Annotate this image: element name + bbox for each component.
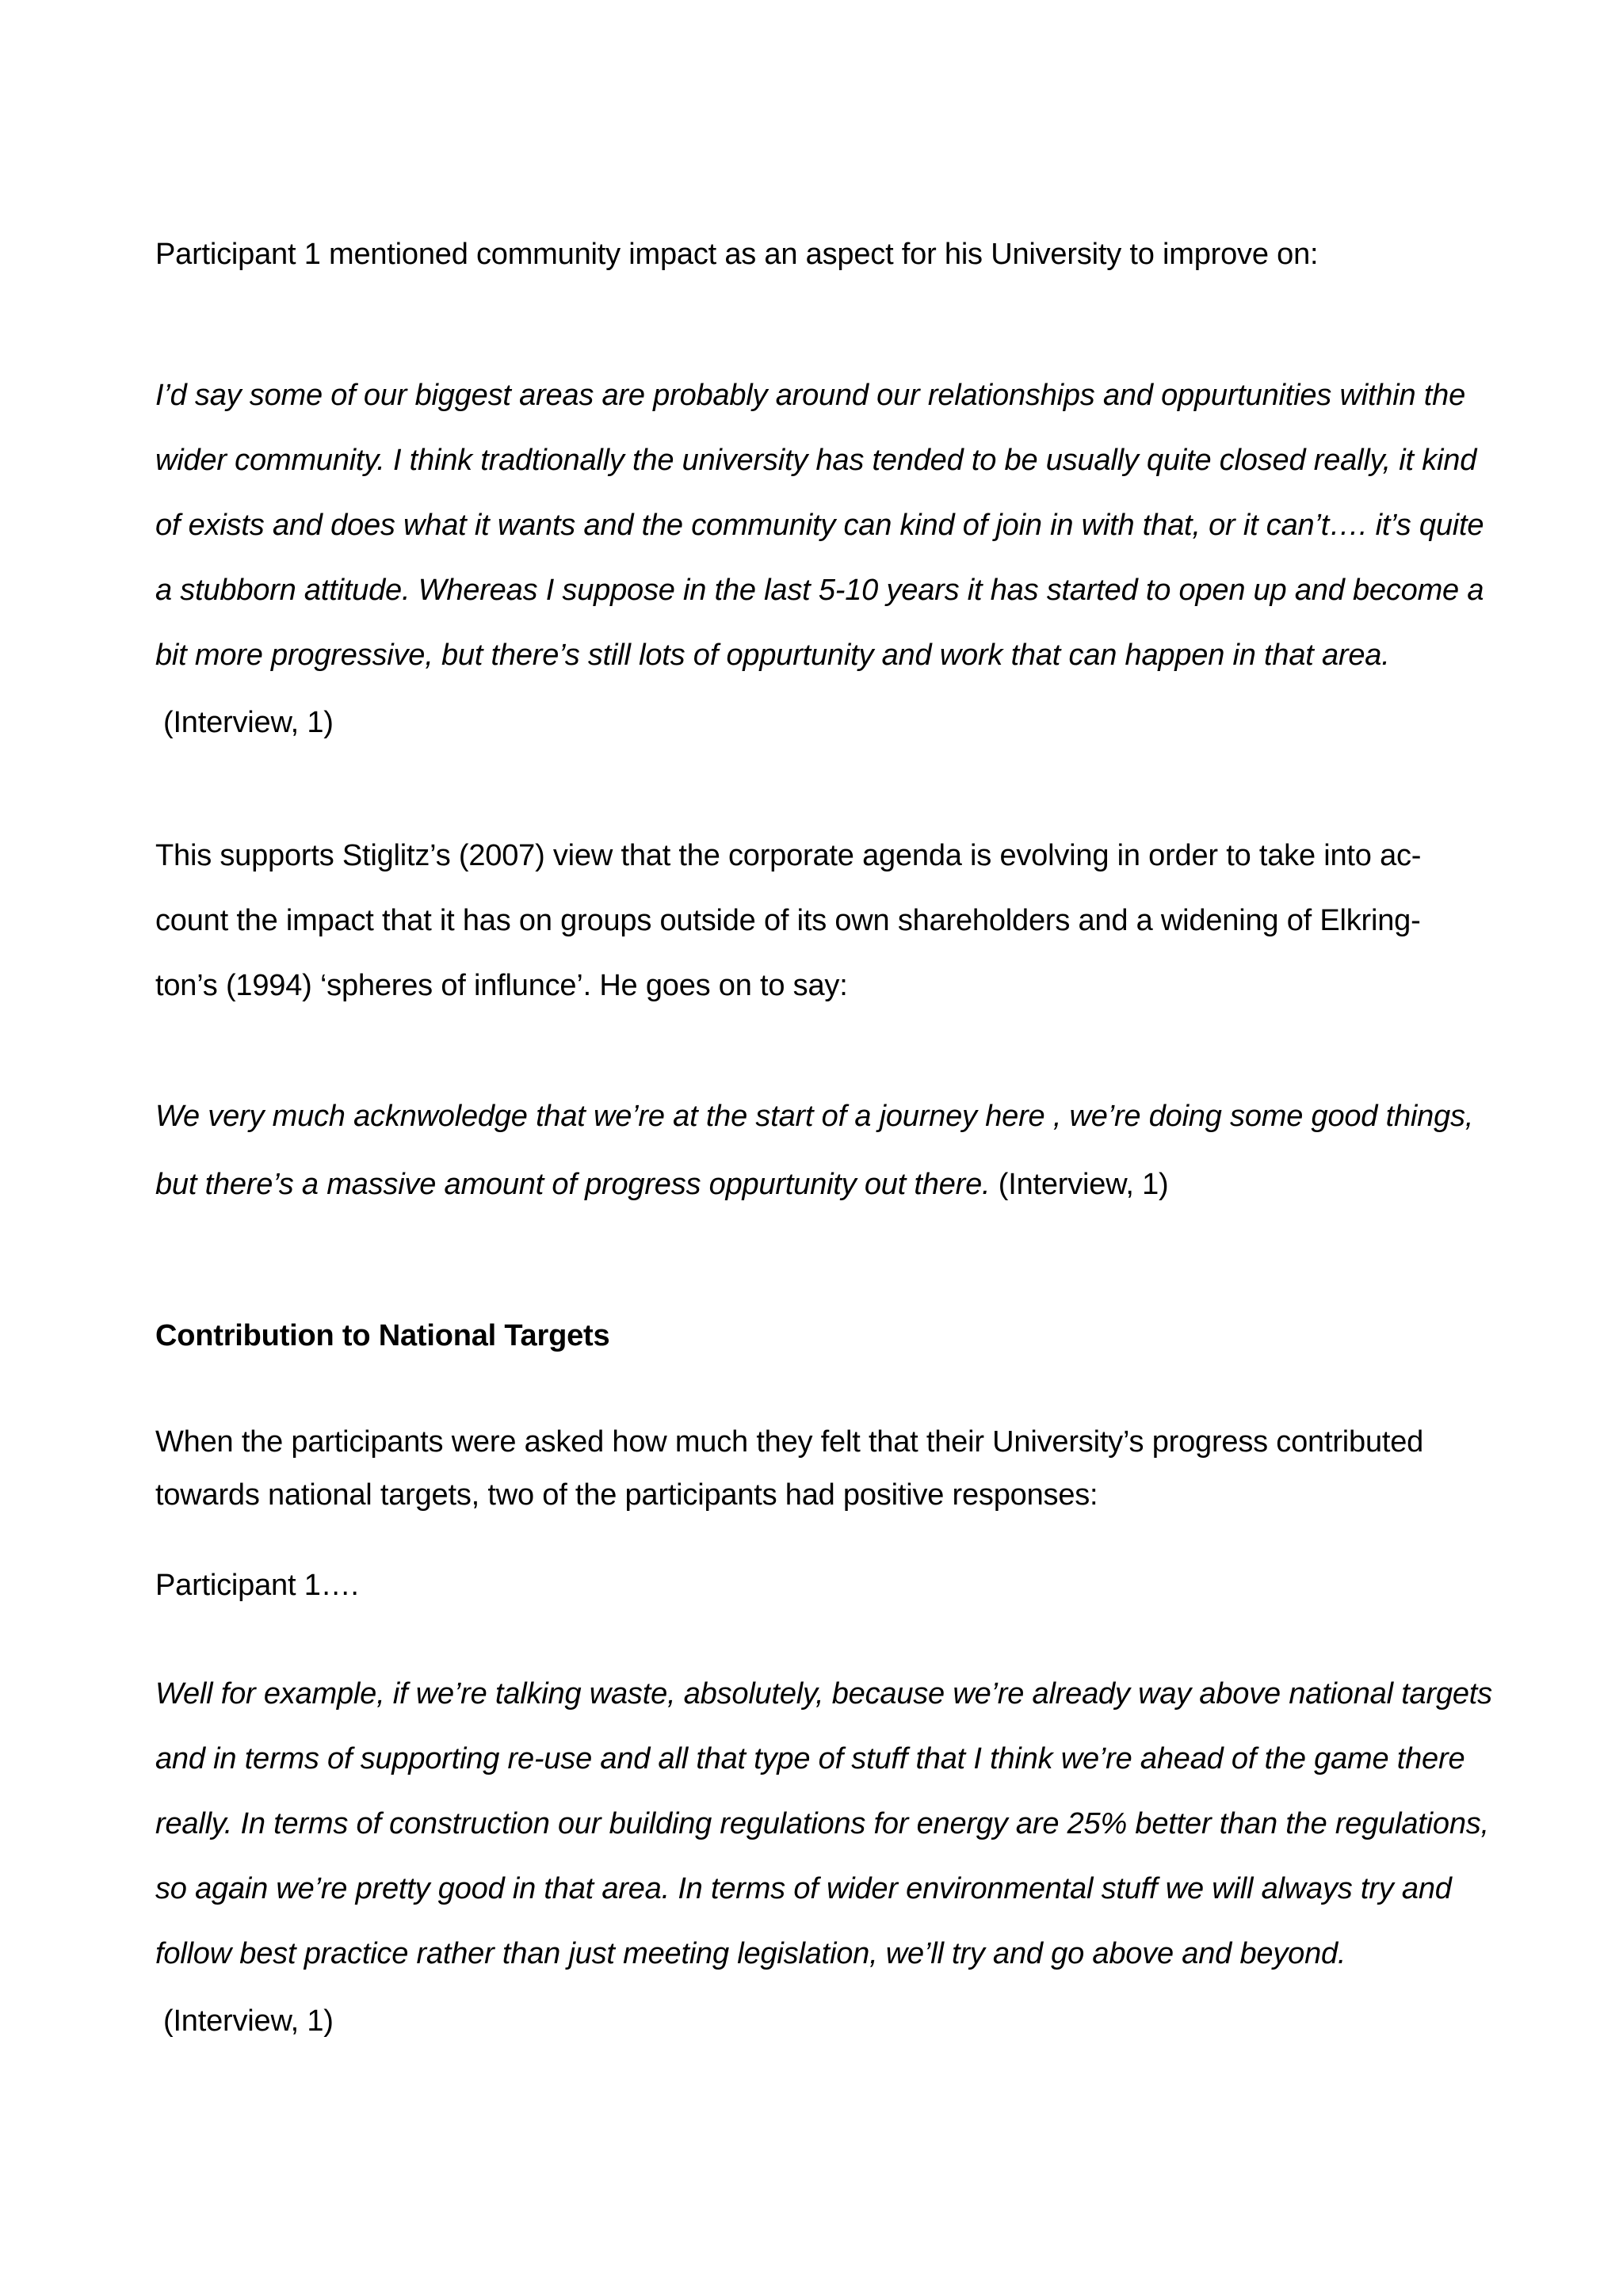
quote-text: but there’s a massive amount of progress oppurtunity out there. [155,1168,991,1201]
quote-line [155,1166,1168,1203]
quote-line: We very much acknwoledge that we’re at the start of a journey here , we’re doing some good things, [155,1100,1474,1133]
intro-paragraph: Participant 1 mentioned community impact as an aspect for his University to improve on: [155,238,1319,271]
quote-citation: (Interview, 1) [163,706,334,739]
section-heading: Contribution to National Targets [155,1319,610,1352]
quote-line: a stubborn attitude. Whereas I suppose in the last 5-10 years it has started to open up and become a [155,574,1484,607]
quote-line: really. In terms of construction our building regulations for energy are 25% better than the regulations, [155,1807,1489,1840]
quote-line: Well for example, if we’re talking waste, absolutely, because we’re already way above national targets [155,1677,1492,1711]
quote-line: I’d say some of our biggest areas are probably around our relationships and oppurtunities within the [155,379,1466,412]
quote-line: of exists and does what it wants and the community can kind of join in with that, or it can’t…. it’s quite [155,509,1484,542]
paragraph-line: ton’s (1994) ‘spheres of influnce’. He goes on to say: [155,969,848,1002]
quote-line: and in terms of supporting re-use and all that type of stuff that I think we’re ahead of the game there [155,1742,1465,1775]
quote-line: bit more progressive, but there’s still lots of oppurtunity and work that can happen in that area. [155,639,1390,672]
paragraph-line: count the impact that it has on groups outside of its own shareholders and a widening of Elkring- [155,904,1421,937]
paragraph-line: towards national targets, two of the participants had positive responses: [155,1478,1098,1512]
speaker-label: Participant 1…. [155,1569,359,1602]
paragraph-line: This supports Stiglitz’s (2007) view that the corporate agenda is evolving in order to take into ac- [155,839,1422,872]
quote-line: wider community. I think tradtionally the university has tended to be usually quite closed really, it kind [155,444,1477,477]
quote-citation: (Interview, 1) [998,1168,1169,1201]
quote-line: follow best practice rather than just meeting legislation, we’ll try and go above and beyond. [155,1937,1346,1970]
paragraph-line: When the participants were asked how much they felt that their University’s progress contributed [155,1425,1424,1459]
quote-citation: (Interview, 1) [163,2004,334,2038]
quote-line: so again we’re pretty good in that area. In terms of wider environmental stuff we will always try and [155,1872,1452,1905]
